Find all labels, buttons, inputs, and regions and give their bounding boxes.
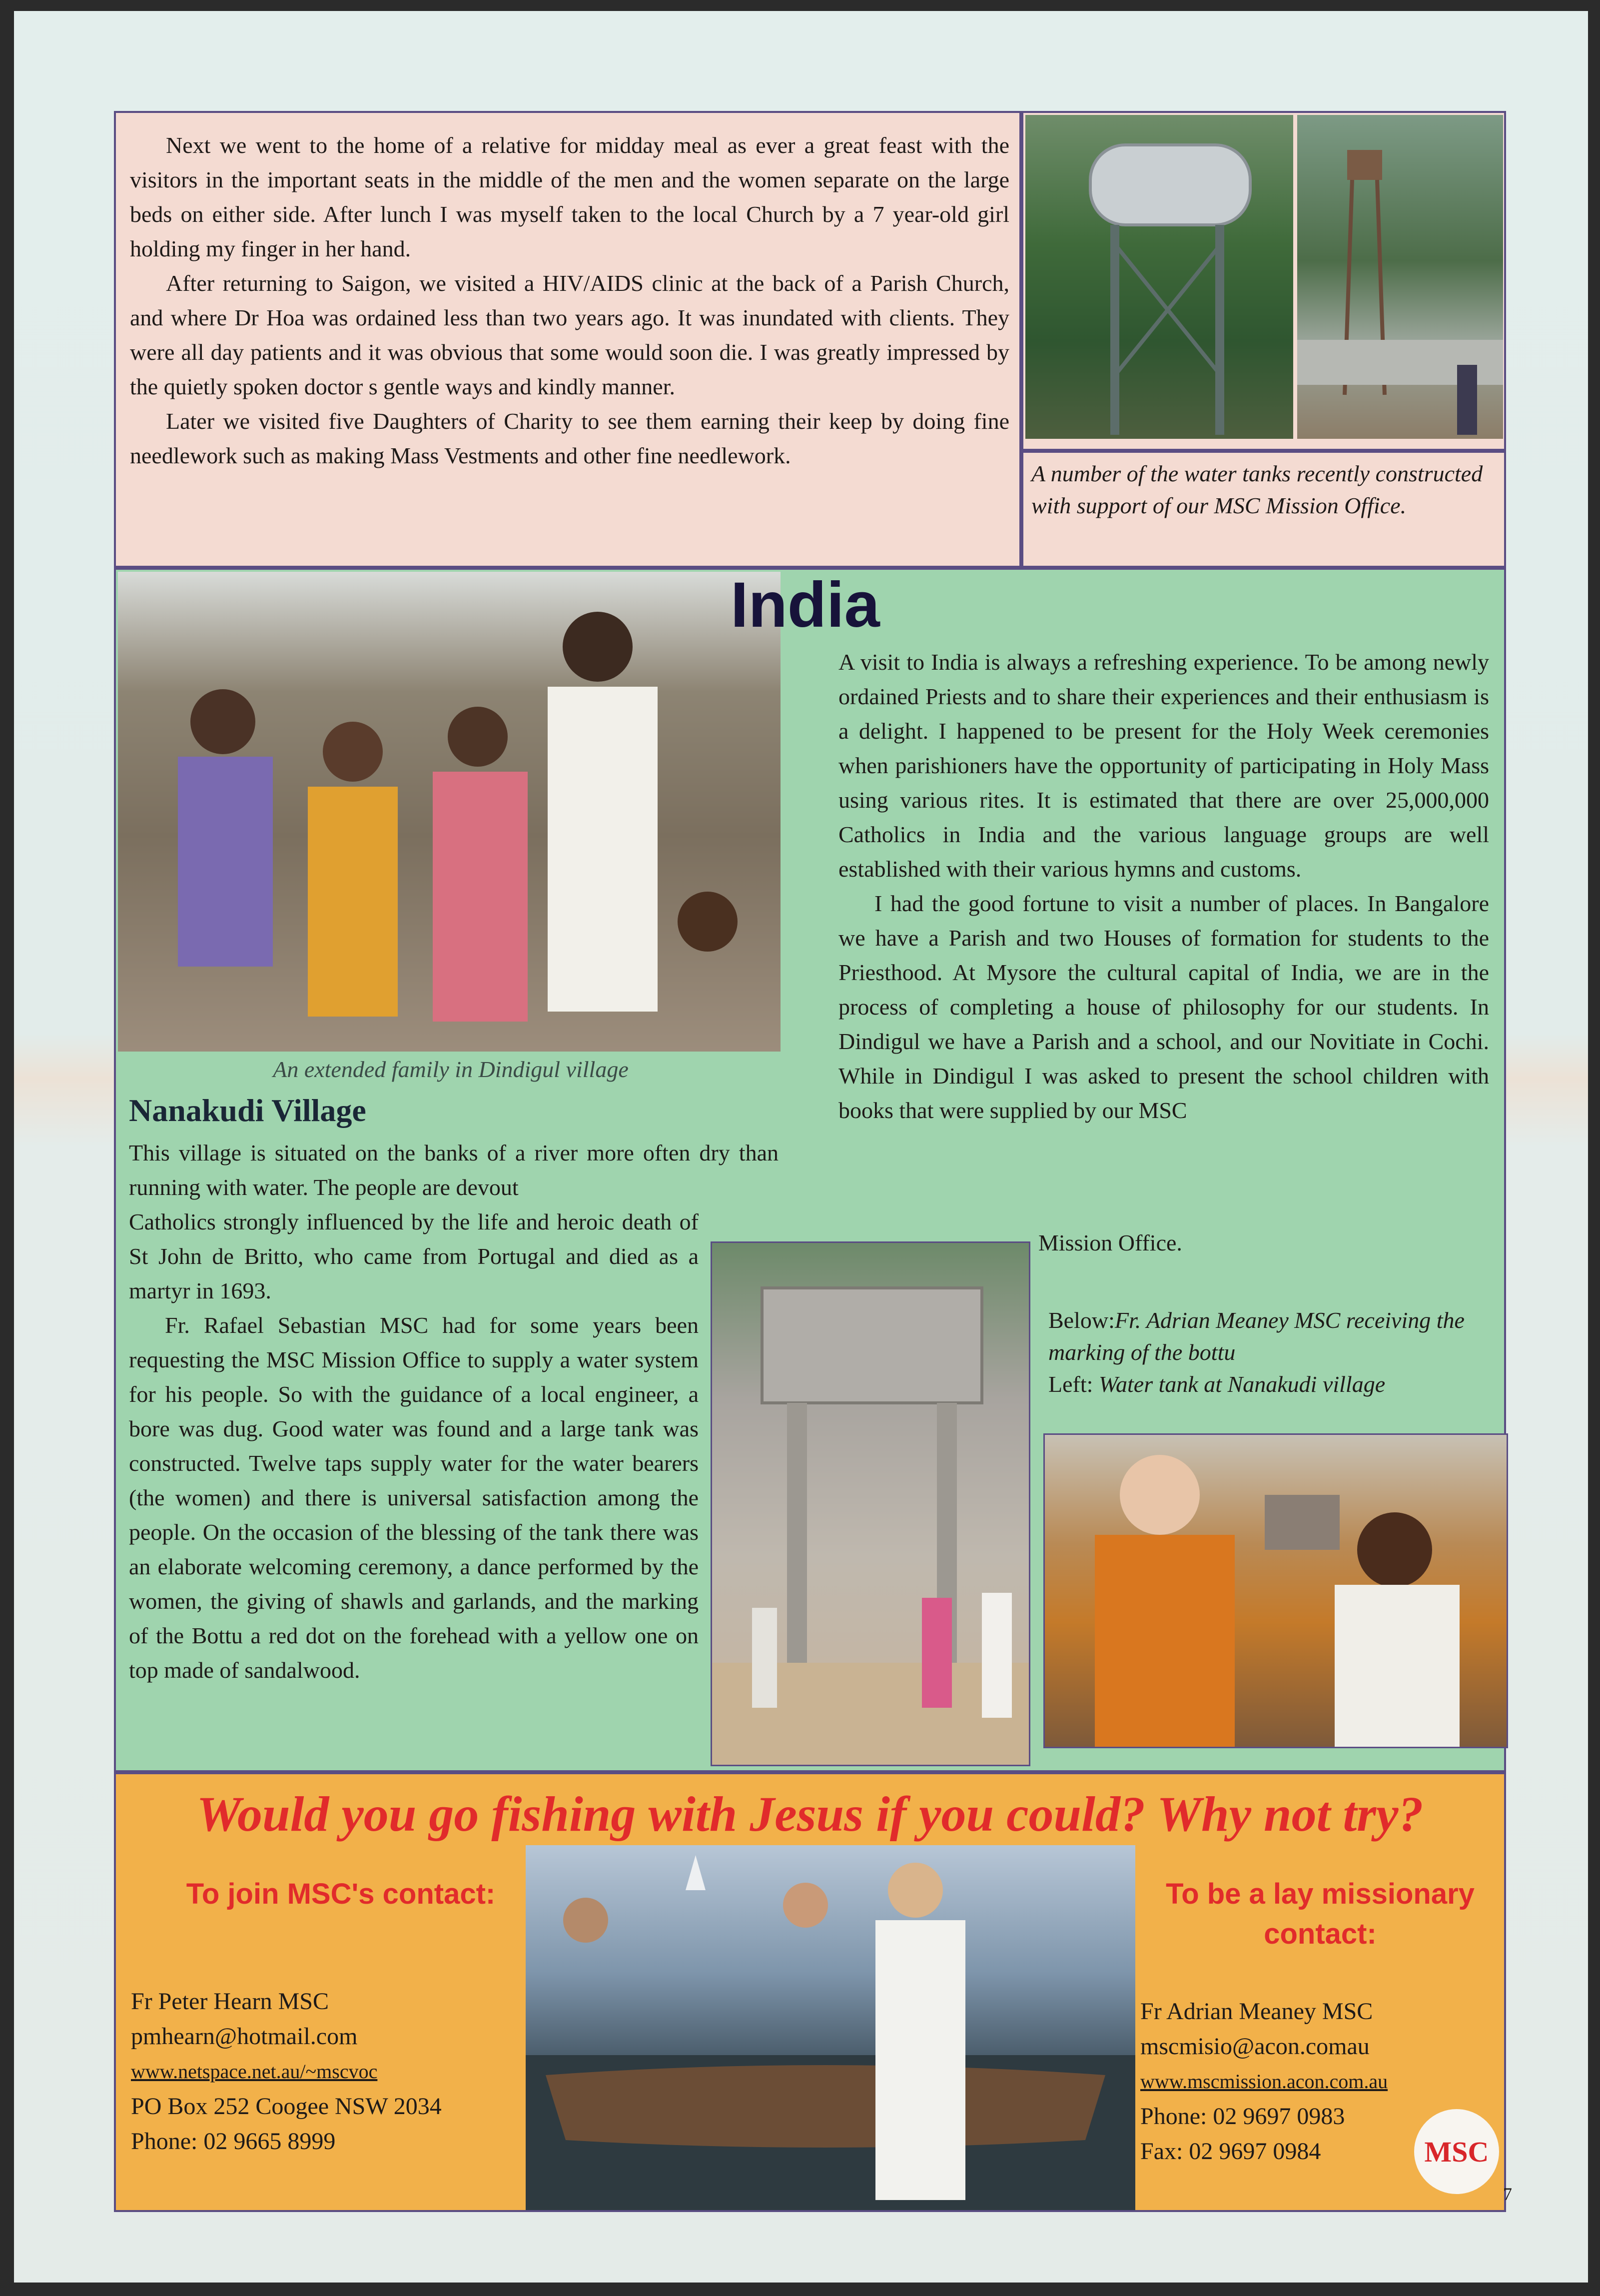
water-tank-photo <box>1025 115 1293 439</box>
join-msc-heading: To join MSC's contact: <box>186 1878 496 1910</box>
nanakudi-intro-wide: This village is situated on the banks of a river more often dry than running with water. The people are devout <box>129 1140 779 1200</box>
nanakudi-heading: Nanakudi Village <box>129 1093 366 1128</box>
family-photo <box>118 572 781 1052</box>
fishing-with-jesus-painting <box>526 1845 1135 2210</box>
join-msc-contact <box>131 1984 531 2159</box>
join-contact-phone: Phone: 02 9665 8999 <box>131 2128 336 2155</box>
india-paragraph: I had the good fortune to visit a number of places. In Bangalore we have a Parish and two Houses of formation for students to the Priesthood. At Mysore the cultural capital of India, we are in the process of completing a house of philosophy for our students. In Dindigul we have a Parish and a school, and our Novitiate in Cochi. While in Dindigul I was asked to present the school children with books that were supplied by our MSC <box>838 891 1489 1123</box>
caption-left-text: Water tank at Nanakudi village <box>1098 1371 1386 1397</box>
msc-logo <box>1414 2109 1499 2194</box>
saigon-paragraph: After returning to Saigon, we visited a HIV/AIDS clinic at the back of a Parish Church, and where Dr Hoa was ordained less than two years ago. It was inundated with clients. They were all day patients and it was obvious that some would soon die. I was greatly impressed by the quietly spoken doctor s gentle ways and kindly manner. <box>130 270 1009 399</box>
india-article <box>838 645 1489 1128</box>
saigon-text-panel <box>114 111 1021 568</box>
fishing-headline: Would you go fishing with Jesus if you could? Why not try? <box>196 1786 1424 1842</box>
nanakudi-paragraph: Fr. Rafael Sebastian MSC had for some years been requesting the MSC Mission Office to supply a water system for his people. So with the guidance of a local engineer, a bore was dug. Good water was found and a large tank was constructed. Twelve taps supply water for the water bearers (the women) and there is universal satisfaction among the people. On the occasion of the blessing of the tank there was an elaborate welcoming ceremony, a dance performed by the women, the giving of shawls and garlands, and the marking of the Bottu a red dot on the forehead with a yellow one on top made of sandalwood. <box>129 1312 699 1683</box>
join-contact-address: PO Box 252 Coogee NSW 2034 <box>131 2093 442 2120</box>
india-paragraph: A visit to India is always a refreshing experience. To be among newly ordained Priests and to share their experiences and their enthusiasm is a delight. I happened to be present for the Holy Week ceremonies when parishioners have the opportunity of participating in Holy Mass using various rites. It is estimated that there are over 25,000,000 Catholics in India and the various language groups are well established with their various hymns and customs. <box>838 649 1489 882</box>
saigon-paragraph: Later we visited five Daughters of Charity to see them earning their keep by doing fine needlework such as making Mass Vestments and other fine needlework. <box>130 408 1009 468</box>
join-contact-website-link[interactable]: www.netspace.net.au/~mscvoc <box>131 2060 378 2083</box>
water-tanks-caption: A number of the water tanks recently constructed with support of our MSC Mission Office. <box>1031 461 1483 518</box>
lay-contact-name: Fr Adrian Meaney MSC <box>1140 1998 1373 2025</box>
india-paragraph-end: Mission Office. <box>1038 1230 1182 1255</box>
india-section <box>114 568 1506 1772</box>
caption-below-prefix: Below: <box>1048 1307 1115 1333</box>
bottu-marking-photo <box>1043 1433 1508 1748</box>
india-heading: India <box>731 569 880 641</box>
vocations-section <box>114 1772 1512 2212</box>
saigon-paragraph: Next we went to the home of a relative for midday meal as ever a great feast with the visitors in the important seats in the middle of the men and the women separate on the large beds on either side. After lunch I was myself taken to the local Church by a 7 year-old girl holding my finger in her hand. <box>130 132 1009 261</box>
photo-captions <box>1048 1304 1498 1400</box>
caption-below <box>1048 1304 1498 1368</box>
caption-left-prefix: Left: <box>1048 1371 1099 1397</box>
magazine-page <box>14 11 1588 2283</box>
lay-contact-fax: Fax: 02 9697 0984 <box>1140 2138 1321 2165</box>
water-tower-photo <box>1297 115 1503 439</box>
saigon-article <box>130 128 1009 473</box>
caption-left <box>1048 1368 1498 1400</box>
nanakudi-paragraph: Catholics strongly influenced by the life and heroic death of St John de Britto, who came from Portugal and died as a martyr in 1693. <box>129 1209 699 1303</box>
msc-logo-text: MSC <box>1424 2136 1489 2168</box>
lay-contact-website-link[interactable]: www.mscmission.acon.com.au <box>1140 2070 1388 2093</box>
lay-contact-email[interactable]: mscmisio@acon.comau <box>1140 2033 1370 2060</box>
caption-below-text: Fr. Adrian Meaney MSC receiving the marking of the bottu <box>1048 1307 1465 1365</box>
join-contact-email[interactable]: pmhearn@hotmail.com <box>131 2023 358 2050</box>
nanakudi-water-tank-photo <box>711 1241 1030 1766</box>
page-number: 7 <box>1503 2184 1512 2204</box>
family-caption: An extended family in Dindigul village <box>273 1057 629 1082</box>
water-tank-photos <box>1021 111 1506 451</box>
lay-missionary-heading: To be a lay missionary contact: <box>1166 1878 1475 1950</box>
join-contact-name: Fr Peter Hearn MSC <box>131 1988 329 2015</box>
water-tanks-caption-panel <box>1021 451 1506 568</box>
nanakudi-article <box>129 1204 699 1687</box>
lay-contact-phone: Phone: 02 9697 0983 <box>1140 2103 1345 2130</box>
